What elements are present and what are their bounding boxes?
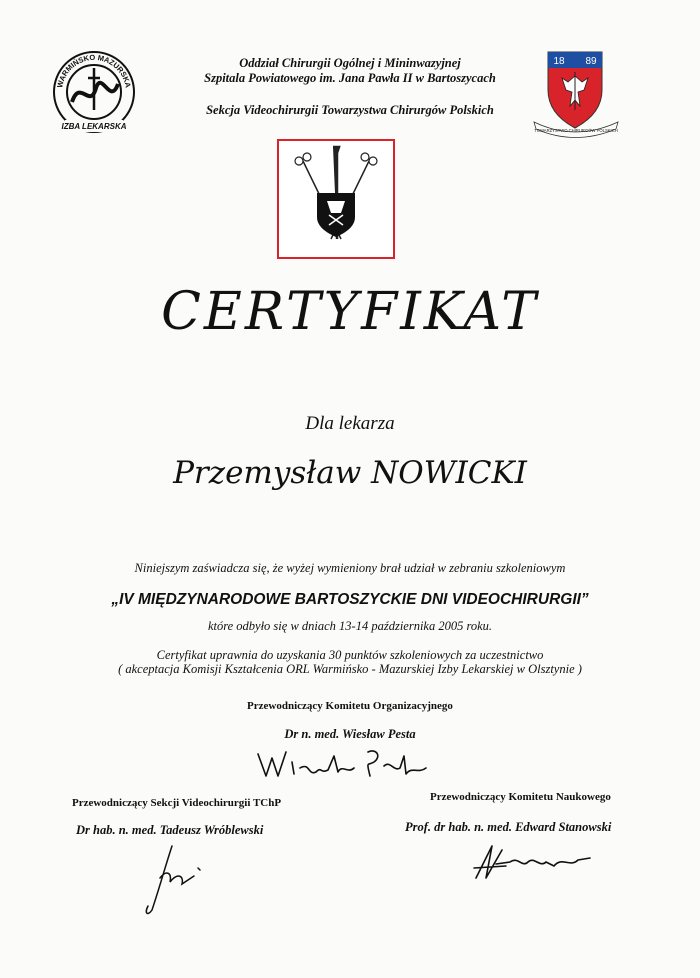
institution-line-2: Szpitala Powiatowego im. Jana Pawła II w Bartoszycach	[204, 71, 496, 85]
certificate-title: CERTYFIKAT	[161, 282, 539, 342]
points-line: Certyfikat uprawnia do uzyskania 30 punktów szkoleniowych za uczestnictwo	[156, 648, 544, 662]
tchp-shield-logo	[528, 46, 624, 140]
right-logo-banner: TOWARZYSTWO CHIRURGÓW POLSKICH	[534, 128, 618, 133]
izba-lekarska-logo	[52, 48, 136, 140]
organizing-signature	[250, 744, 440, 784]
section-line: Sekcja Videochirurgii Towarzystwa Chirurgów Polskich	[206, 103, 494, 117]
event-name: „IV MIĘDZYNARODOWE BARTOSZYCKIE DNI VIDEOCHIRURGII”	[111, 591, 589, 608]
section-role: Przewodniczący Sekcji Videochirurgii TChP	[72, 797, 282, 809]
scientific-role: Przewodniczący Komitetu Naukowego	[430, 791, 611, 803]
videochirurgia-emblem	[277, 139, 395, 259]
for-label: Dla lekarza	[305, 413, 395, 434]
event-dates: które odbyło się w dniach 13-14 października 2005 roku.	[207, 619, 493, 633]
section-signature	[136, 842, 216, 920]
accreditation-line: ( akceptacja Komisji Kształcenia ORL Warmińsko - Mazurskiej Izby Lekarskiej w Olsztynie )	[118, 662, 582, 676]
organizing-name: Dr n. med. Wiesław Pesta	[284, 727, 416, 741]
scientific-signature	[466, 838, 606, 888]
year-left: 18	[553, 56, 565, 67]
scientific-name: Prof. dr hab. n. med. Edward Stanowski	[405, 820, 612, 834]
section-name: Dr hab. n. med. Tadeusz Wróblewski	[76, 823, 264, 837]
left-logo-ring-top: WARMIŃSKO MAZURSKA	[55, 52, 133, 89]
statement-text: Niniejszym zaświadcza się, że wyżej wymieniony brał udział w zebraniu szkoleniowym	[134, 561, 566, 575]
year-right: 89	[585, 56, 597, 67]
left-logo-ring-bottom: IZBA LEKARSKA	[61, 122, 127, 131]
organizing-role: Przewodniczący Komitetu Organizacyjnego	[247, 700, 453, 712]
institution-line-1: Oddział Chirurgii Ogólnej i Mininwazyjnej	[239, 56, 461, 70]
recipient-name: Przemysław NOWICKI	[173, 455, 527, 491]
